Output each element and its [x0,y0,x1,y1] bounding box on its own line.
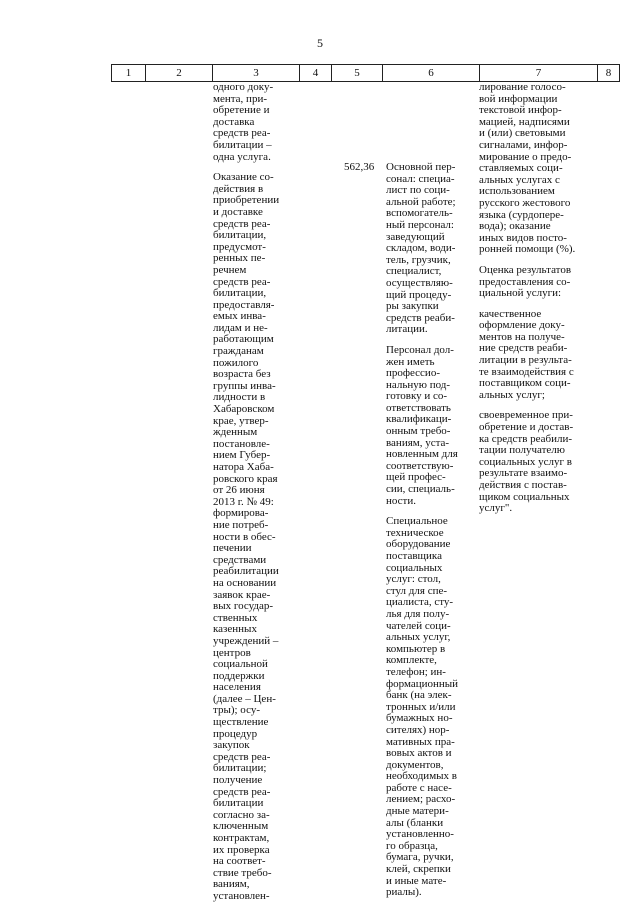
col7-paragraph-3: качественное оформление доку- ментов на получе- ние средств реаби- литации в результа- те взаимодействия с поставщиком соци- альных услуг; [479,307,574,401]
col3-paragraph-1: одного доку- мента, при- обретение и доставка средств реа- билитации – одна услуга. [213,81,274,163]
col3-paragraph-2: Оказание со- действия в приобретении и доставке средств реа- билитации, предусмот- ренных пе- речнем средств реа- билитации, предоставля- емых инва- лидам и не- работающим гражданам пожилого возраста без группы инва- лидности в Хабаровском крае, утвер- жденным постановле- нием Губер- натора Хаба- ровского края от 26 июня 2013 г. № 49: формирова- ние потреб- ности в обес- печении средствами реабилитации на основании заявок крае- вых государ- ственных казенных учреждений – центров социальной поддержки населения (далее – Цен- тры); осу- ществление процедур закупок средств реа- билитации; получение средств реа- билитации согласно за- ключенным контрактам, их проверка на соответ- ствие требо- ваниям, установлен- [213,171,280,902]
col7-paragraph-4: своевременное при- обретение и достав- ка средств реабили- тации получателю социальных услуг в результате взаимо- действия с постав- щиком социальных услуг". [479,409,574,515]
col6-paragraph-3: Специальное техническое оборудование поставщика социальных услуг: стол, стул для спе- циалиста, сту- лья для полу- чателей соци- альных услуг, компьютер в комплекте, телефон; ин- формационный банк (на элек- тронных и/или бумажных но- сителях) нор- мативных пра- вовых актов и документов, необходимых в работе с насе- лением; расхо- дные матери- алы (бланки установленно- го образца, бумага, ручки, клей, скрепки и иные мате- риалы). [386,515,459,899]
column-3-content [213,82,299,912]
col5-value: 562,36 [344,161,375,173]
column-5-content [344,162,384,183]
header-col-1: 1 [112,65,146,82]
header-col-5: 5 [332,65,383,82]
column-6-content [386,162,480,908]
header-col-4: 4 [300,65,332,82]
col7-paragraph-2: Оценка результатов предоставления со- циальной услуги: [479,263,572,300]
col6-paragraph-1: Основной пер- сонал: специа- лист по соци- альной работе; вспомогатель- ный персонал: заведующий складом, води- тель, грузчик, специалист, осуществляю- щий процеду- ры закупки средств реаби- литации. [386,161,456,336]
col7-paragraph-1: лирование голосо- вой информации текстовой инфор- мацией, надписями и (или) световыми сигналами, инфор- мирование о предо- ставляемых соци- альных услугах с использованием русского жестового языка (сурдопере- вода); оказание иных видов посто- ронней помощи (%). [479,81,576,256]
col6-paragraph-2: Персонал дол- жен иметь профессио- нальную под- готовку и со- ответствовать квалификаци- онным требо- ваниям, уста- новленным для соответствую- щей профес- сии, специаль- ности. [386,343,458,507]
header-col-6: 6 [383,65,480,82]
header-col-7: 7 [480,65,598,82]
header-col-8: 8 [598,65,620,82]
table-header-row [111,64,620,82]
header-col-3: 3 [213,65,300,82]
header-col-2: 2 [146,65,213,82]
page-number: 5 [317,36,323,50]
column-7-content [479,82,596,524]
